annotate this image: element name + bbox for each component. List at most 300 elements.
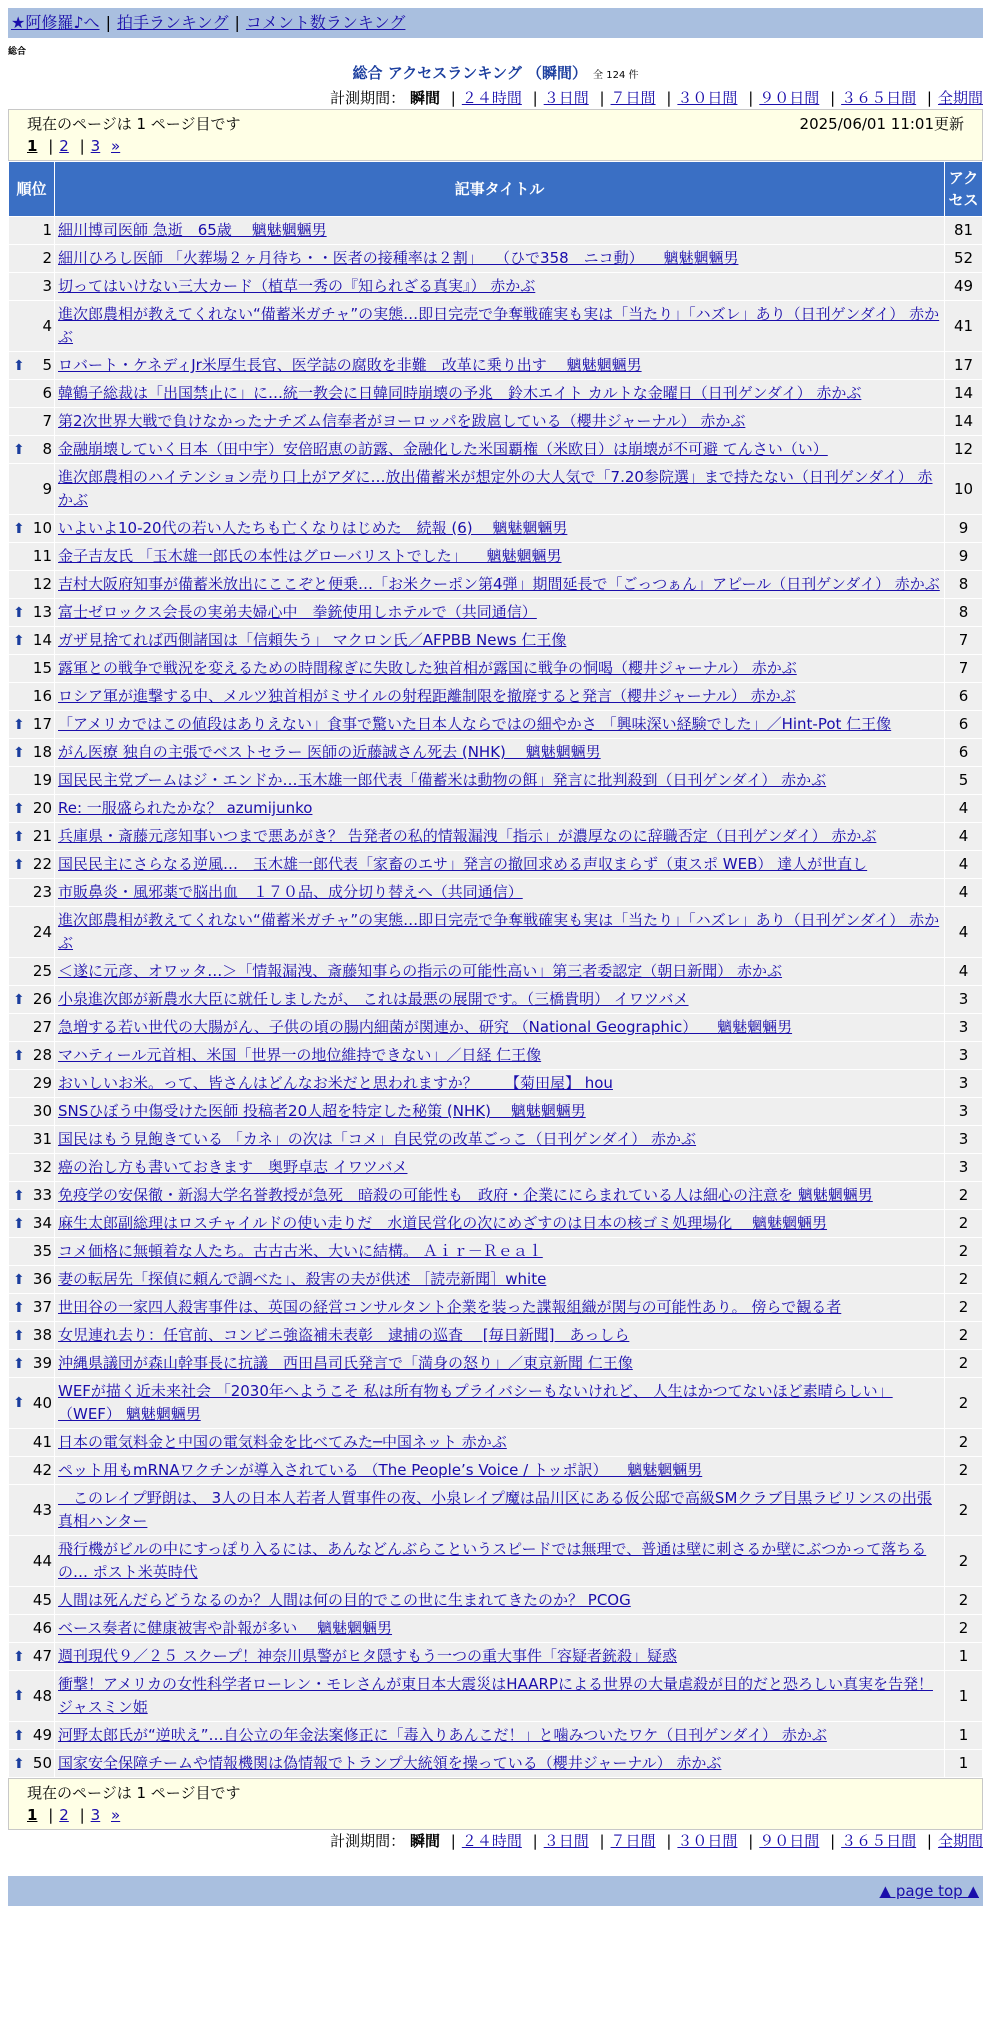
- table-row: [9, 1098, 983, 1126]
- title-cell: [55, 1322, 945, 1350]
- access-count: 2: [945, 1182, 983, 1210]
- title-cell: [55, 655, 945, 683]
- table-row: [9, 1643, 983, 1671]
- article-title-link[interactable]: 兵庫県・斎藤元彦知事いつまで悪あがき？ 告発者の私的情報漏洩「指示」が濃厚なのに辞職否定（日刊ゲンダイ） 赤かぶ: [58, 827, 877, 845]
- rank-number: 29: [32, 1074, 52, 1092]
- article-title-link[interactable]: 週刊現代９／２５ スクープ！神奈川県警がヒタ隠すもう一つの重大事件「容疑者銃殺」疑惑: [58, 1647, 678, 1665]
- rank-cell: [9, 1070, 55, 1098]
- title-cell: [55, 879, 945, 907]
- access-count: 49: [945, 273, 983, 301]
- up-arrow-icon: ⬆: [13, 1727, 25, 1744]
- table-row: [9, 627, 983, 655]
- pager-top: 現在のページは 1 ページ目です 2025/06/01 11:01更新 1 | 2 | 3 »: [8, 109, 983, 161]
- up-arrow-icon: ⬆: [13, 520, 25, 537]
- period-link-24h[interactable]: ２４時間: [461, 89, 522, 107]
- up-arrow-icon: ⬆: [13, 1355, 25, 1372]
- article-title-link[interactable]: がん医療 独自の主張でベストセラー 医師の近藤誠さん死去 (NHK) 魑魅魍魎男: [58, 743, 601, 761]
- access-count: 8: [945, 599, 983, 627]
- rank-number: 25: [32, 962, 52, 980]
- rank-cell: [9, 352, 55, 380]
- title-cell: [55, 1238, 945, 1266]
- rank-number: 19: [32, 771, 52, 789]
- access-count: 4: [945, 907, 983, 958]
- period-label: 計測期間：: [330, 89, 406, 107]
- rank-cell: [9, 1378, 55, 1429]
- article-title-link[interactable]: いよいよ10-20代の若い人たちも亡くなりはじめた 続報 (6) 魑魅魍魎男: [58, 519, 568, 537]
- table-row: [9, 543, 983, 571]
- period-link-3d[interactable]: ３日間: [543, 1832, 589, 1850]
- rank-cell: [9, 1485, 55, 1536]
- table-row: [9, 1210, 983, 1238]
- rank-number: 35: [32, 1242, 52, 1260]
- article-title-link[interactable]: 吉村大阪府知事が備蓄米放出にここぞと便乗…「お米クーポン第4弾」期間延長で「ごっつぁん」アピール（日刊ゲンダイ） 赤かぶ: [58, 575, 940, 593]
- article-title-link[interactable]: 麻生太郎副総理はロスチャイルドの使い走りだ 水道民営化の次にめざすのは日本の核ゴミ処理場化 魑魅魍魎男: [58, 1214, 828, 1232]
- rank-cell: [9, 1457, 55, 1485]
- rank-cell: [9, 436, 55, 464]
- period-link-90d[interactable]: ９０日間: [759, 89, 820, 107]
- rank-cell: [9, 851, 55, 879]
- title-cell: [55, 1615, 945, 1643]
- table-row: [9, 795, 983, 823]
- period-link-365d[interactable]: ３６５日間: [841, 1832, 917, 1850]
- title-cell: [55, 380, 945, 408]
- access-count: 1: [945, 1750, 983, 1778]
- title-cell: [55, 1182, 945, 1210]
- period-link-24h[interactable]: ２４時間: [461, 1832, 522, 1850]
- rank-number: 26: [32, 990, 52, 1008]
- page-current: 1: [27, 137, 38, 155]
- article-title-link[interactable]: 第2次世界大戦で負けなかったナチズム信奉者がヨーロッパを跋扈している（櫻井ジャーナル） 赤かぶ: [58, 412, 746, 430]
- rank-number: 33: [32, 1186, 52, 1204]
- title-cell: [55, 1350, 945, 1378]
- rank-number: 3: [42, 277, 52, 295]
- article-title-link[interactable]: 免疫学の安保徹・新潟大学名誉教授が急死 暗殺の可能性も 政府・企業ににらまれている人は細心の注意を 魑魅魍魎男: [58, 1186, 873, 1204]
- rank-cell: [9, 1350, 55, 1378]
- title-cell: [55, 1643, 945, 1671]
- rank-cell: [9, 408, 55, 436]
- page-next-link[interactable]: »: [111, 1806, 121, 1824]
- title-cell: [55, 245, 945, 273]
- access-count: 3: [945, 1126, 983, 1154]
- up-arrow-icon: ⬆: [13, 1395, 25, 1411]
- page-current: 1: [27, 1806, 38, 1824]
- article-title-link[interactable]: 河野太郎氏が“逆吠え”…自公立の年金法案修正に「毒入りあんこだ！」と噛みついたワケ（日刊ゲンダイ） 赤かぶ: [58, 1726, 827, 1744]
- article-title-link[interactable]: 細川ひろし医師 「火葬場２ヶ月待ち・・医者の接種率は２割」 （ひで358 ニコ動） 魑魅魍魎男: [58, 249, 739, 267]
- rank-number: 36: [32, 1270, 52, 1288]
- page-status: 現在のページは 1 ページ目です: [27, 115, 241, 133]
- table-row: [9, 1485, 983, 1536]
- article-title-link[interactable]: 衝撃！アメリカの女性科学者ローレン・モレさんが東日本大震災はHAARPによる世界の大量虐殺が目的だと恐ろしい真実を告発！ ジャスミン姫: [58, 1675, 933, 1716]
- article-title-link[interactable]: 国民はもう見飽きている 「カネ」の次は「コメ」自民党の改革ごっこ（日刊ゲンダイ） 赤かぶ: [58, 1130, 697, 1148]
- table-row: [9, 515, 983, 543]
- title-cell: [55, 1070, 945, 1098]
- period-link-90d[interactable]: ９０日間: [759, 1832, 820, 1850]
- article-title-link[interactable]: Re: 一服盛られたかな？ azumijunko: [58, 799, 313, 817]
- title-cell: [55, 986, 945, 1014]
- title-cell: [55, 1126, 945, 1154]
- rank-number: 17: [32, 715, 52, 733]
- title-cell: [55, 464, 945, 515]
- article-title-link[interactable]: 切ってはいけない三大カード（植草一秀の『知られざる真実』） 赤かぶ: [58, 277, 536, 295]
- rank-cell: [9, 245, 55, 273]
- title-cell: [55, 515, 945, 543]
- title-cell: [55, 683, 945, 711]
- table-row: [9, 301, 983, 352]
- rank-number: 4: [42, 316, 52, 335]
- article-title-link[interactable]: ロシア軍が進撃する中、メルツ独首相がミサイルの射程距離制限を撤廃すると発言（櫻井ジャーナル） 赤かぶ: [58, 687, 796, 705]
- table-row: [9, 436, 983, 464]
- article-title-link[interactable]: 露軍との戦争で戦況を変えるための時間稼ぎに失敗した独首相が露国に戦争の恫喝（櫻井ジャーナル） 赤かぶ: [58, 659, 797, 677]
- page-link-2[interactable]: 2: [59, 1806, 69, 1824]
- article-title-link[interactable]: 人間は死んだらどうなるのか？人間は何の目的でこの世に生まれてきたのか？ PCOG: [58, 1591, 631, 1609]
- rank-cell: [9, 571, 55, 599]
- table-row: [9, 739, 983, 767]
- title-cell: [55, 571, 945, 599]
- title-cell: [55, 958, 945, 986]
- article-title-link[interactable]: 世田谷の一家四人殺害事件は、英国の経営コンサルタント企業を装った諜報組織が関与の可能性あり。 傍らで観る者: [58, 1298, 842, 1316]
- table-row: [9, 1294, 983, 1322]
- up-arrow-icon: ⬆: [13, 1271, 25, 1288]
- access-count: 2: [945, 1485, 983, 1536]
- up-arrow-icon: ⬆: [13, 1755, 25, 1772]
- access-count: 1: [945, 1722, 983, 1750]
- rank-cell: [9, 907, 55, 958]
- rank-number: 46: [32, 1619, 52, 1637]
- rank-cell: [9, 1750, 55, 1778]
- article-title-link[interactable]: 女児連れ去り：任官前、コンビニ強盗補未表彰 逮捕の巡査 [毎日新聞] あっしら: [58, 1326, 630, 1344]
- access-count: 3: [945, 1014, 983, 1042]
- rank-number: 18: [32, 743, 52, 761]
- title-cell: [55, 217, 945, 245]
- title-cell: [55, 273, 945, 301]
- page-link-2[interactable]: 2: [59, 137, 69, 155]
- title-cell: [55, 436, 945, 464]
- table-row: [9, 1266, 983, 1294]
- access-count: 4: [945, 851, 983, 879]
- access-count: 3: [945, 986, 983, 1014]
- article-title-link[interactable]: 妻の転居先「探偵に頼んで調べた」、殺害の夫が供述 ［読売新聞］white: [58, 1270, 547, 1288]
- pager-bottom: 現在のページは 1 ページ目です 1 | 2 | 3 »: [8, 1778, 983, 1830]
- nav-link-applause-ranking[interactable]: 拍手ランキング: [116, 13, 229, 32]
- rank-number: 50: [32, 1754, 52, 1772]
- table-row: [9, 217, 983, 245]
- up-arrow-icon: ⬆: [13, 1688, 25, 1704]
- access-count: 52: [945, 245, 983, 273]
- up-arrow-icon: ⬆: [13, 1215, 25, 1232]
- rank-number: 2: [42, 249, 52, 267]
- page-top-link[interactable]: ▲ page top ▲: [879, 1882, 979, 1900]
- article-title-link[interactable]: 進次郎農相が教えてくれない“備蓄米ガチャ”の実態…即日完売で争奪戦確実も実は「当たり」「ハズレ」あり（日刊ゲンダイ） 赤かぶ: [58, 911, 940, 952]
- rank-cell: [9, 1154, 55, 1182]
- up-arrow-icon: ⬆: [13, 744, 25, 761]
- access-count: 14: [945, 408, 983, 436]
- article-title-link[interactable]: 金融崩壊していく日本（田中宇）安倍昭恵の訪露、金融化した米国覇権（米欧日）は崩壊が不可避 てんさい（い）: [58, 440, 828, 458]
- article-title-link[interactable]: SNSひぼう中傷受けた医師 投稿者20人超を特定した秘策 (NHK) 魑魅魍魎男: [58, 1102, 586, 1120]
- rank-cell: [9, 1126, 55, 1154]
- period-current: 瞬間: [409, 1832, 440, 1850]
- access-count: 6: [945, 739, 983, 767]
- table-row: [9, 1378, 983, 1429]
- title-cell: [55, 823, 945, 851]
- table-row: [9, 1182, 983, 1210]
- title-cell: [55, 1722, 945, 1750]
- title-cell: [55, 543, 945, 571]
- table-row: [9, 352, 983, 380]
- period-link-3d[interactable]: ３日間: [543, 89, 589, 107]
- title-cell: [55, 767, 945, 795]
- access-count: 2: [945, 1294, 983, 1322]
- period-selector-bottom: 計測期間： 瞬間 | ２４時間 | ３日間 | ７日間 | ３０日間 | ９０日間 | ３６５日間 | 全期間: [330, 1832, 983, 1850]
- up-arrow-icon: ⬆: [13, 991, 25, 1008]
- article-title-link[interactable]: 富士ゼロックス会長の実弟夫婦心中 拳銃使用しホテルで（共同通信）: [58, 603, 537, 621]
- rank-cell: [9, 739, 55, 767]
- rank-number: 38: [32, 1326, 52, 1344]
- up-arrow-icon: ⬆: [13, 1327, 25, 1344]
- title-cell: [55, 1210, 945, 1238]
- title-cell: [55, 1750, 945, 1778]
- rank-cell: [9, 1322, 55, 1350]
- rank-number: 9: [42, 479, 52, 498]
- title-cell: [55, 795, 945, 823]
- table-row: [9, 711, 983, 739]
- rank-number: 39: [32, 1354, 52, 1372]
- article-title-link[interactable]: 韓鶴子総裁は「出国禁止に」に…統一教会に日韓同時崩壊の予兆 鈴木エイト カルトな金曜日（日刊ゲンダイ） 赤かぶ: [58, 384, 862, 402]
- rank-number: 15: [32, 659, 52, 677]
- access-count: 2: [945, 1378, 983, 1429]
- article-title-link[interactable]: ロバート・ケネディJr米厚生長官、医学誌の腐敗を非難 改革に乗り出す 魑魅魍魎男: [58, 356, 642, 374]
- title-cell: [55, 627, 945, 655]
- rank-cell: [9, 986, 55, 1014]
- table-row: [9, 571, 983, 599]
- rank-cell: [9, 301, 55, 352]
- article-title-link[interactable]: 小泉進次郎が新農水大臣に就任しましたが、 これは最悪の展開です。（三橋貴明） イワツバメ: [58, 990, 689, 1008]
- rank-number: 13: [32, 603, 52, 621]
- title-cell: [55, 1587, 945, 1615]
- rank-number: 47: [32, 1647, 52, 1665]
- rank-number: 34: [32, 1214, 52, 1232]
- article-title-link[interactable]: 国民民主党ブームはジ・エンドか…玉木雄一郎代表「備蓄米は動物の餌」発言に批判殺到（日刊ゲンダイ） 赤かぶ: [58, 771, 827, 789]
- access-count: 3: [945, 1098, 983, 1126]
- access-count: 4: [945, 958, 983, 986]
- article-title-link[interactable]: 急増する若い世代の大腸がん、子供の頃の腸内細菌が関連か、研究 （National Geographic） 魑魅魍魎男: [58, 1018, 793, 1036]
- table-row: [9, 1536, 983, 1587]
- title-cell: [55, 907, 945, 958]
- access-count: 14: [945, 380, 983, 408]
- article-title-link[interactable]: ＜遂に元彦、オワッタ…＞「情報漏洩、斎藤知事らの指示の可能性高い」第三者委認定（朝日新聞） 赤かぶ: [58, 962, 783, 980]
- rank-number: 40: [32, 1393, 52, 1412]
- rank-cell: [9, 1014, 55, 1042]
- rank-number: 22: [32, 855, 52, 873]
- rank-number: 31: [32, 1130, 52, 1148]
- rank-number: 21: [32, 827, 52, 845]
- article-title-link[interactable]: 日本の電気料金と中国の電気料金を比べてみた─中国ネット 赤かぶ: [58, 1433, 507, 1451]
- table-row: [9, 1671, 983, 1722]
- rank-number: 14: [32, 631, 52, 649]
- table-row: [9, 1722, 983, 1750]
- article-title-link[interactable]: 金子吉友氏 「玉木雄一郎氏の本性はグローバリストでした」 魑魅魍魎男: [58, 547, 562, 565]
- page-link-3[interactable]: 3: [90, 1806, 101, 1824]
- table-row: [9, 683, 983, 711]
- column-header-access: アクセス: [945, 162, 983, 217]
- rank-number: 48: [32, 1686, 52, 1705]
- access-count: 3: [945, 1042, 983, 1070]
- article-title-link[interactable]: コメ価格に無頓着な人たち。古古古米、大いに結構。 Ａｉｒ－Ｒｅａｌ: [58, 1242, 543, 1260]
- title-cell: [55, 711, 945, 739]
- rank-cell: [9, 273, 55, 301]
- page-next-link[interactable]: »: [111, 137, 121, 155]
- rank-cell: [9, 464, 55, 515]
- access-count: 2: [945, 1266, 983, 1294]
- access-count: 12: [945, 436, 983, 464]
- article-title-link[interactable]: ベース奏者に健康被害や訃報が多い 魑魅魍魎男: [58, 1619, 393, 1637]
- rank-number: 24: [32, 922, 52, 941]
- rank-number: 32: [32, 1158, 52, 1176]
- rank-number: 10: [32, 519, 52, 537]
- period-link-30d[interactable]: ３０日間: [677, 89, 738, 107]
- article-title-link[interactable]: 進次郎農相が教えてくれない“備蓄米ガチャ”の実態…即日完売で争奪戦確実も実は「当たり」「ハズレ」あり（日刊ゲンダイ） 赤かぶ: [58, 305, 940, 346]
- title-cell: [55, 408, 945, 436]
- rank-number: 12: [32, 575, 52, 593]
- rank-cell: [9, 1238, 55, 1266]
- period-link-all[interactable]: 全期間: [937, 1832, 983, 1850]
- rank-number: 6: [42, 384, 52, 402]
- up-arrow-icon: ⬆: [13, 632, 25, 649]
- rank-number: 7: [42, 412, 52, 430]
- rank-number: 30: [32, 1102, 52, 1120]
- access-count: 2: [945, 1210, 983, 1238]
- article-title-link[interactable]: このレイプ野朗は、 3人の日本人若者人質事件の夜、小泉レイプ魔は品川区にある仮公邸で高級SMクラブ目黒ラビリンスの出張 真相ハンター: [58, 1489, 932, 1530]
- nav-separator: |: [105, 13, 111, 32]
- article-title-link[interactable]: ペット用もmRNAワクチンが導入されている （The People’s Voice / トッポ訳） 魑魅魍魎男: [58, 1461, 703, 1479]
- article-title-link[interactable]: マハティール元首相、米国「世界一の地位維持できない」／日経 仁王像: [58, 1046, 542, 1064]
- period-link-30d[interactable]: ３０日間: [677, 1832, 738, 1850]
- article-title-link[interactable]: おいしいお米。って、皆さんはどんなお米だと思われますか？ 【菊田屋】 hou: [58, 1074, 613, 1092]
- up-arrow-icon: ⬆: [13, 1299, 25, 1316]
- page-heading: [8, 62, 983, 87]
- category-tag: 総合: [8, 47, 27, 57]
- rank-number: 20: [32, 799, 52, 817]
- page-status: 現在のページは 1 ページ目です: [27, 1784, 241, 1802]
- article-title-link[interactable]: 癌の治し方も書いておきます 奥野卓志 イワツバメ: [58, 1158, 408, 1176]
- page-wrapper: [8, 8, 983, 1906]
- article-title-link[interactable]: 国家安全保障チームや情報機関は偽情報でトランプ大統領を操っている（櫻井ジャーナル） 赤かぶ: [58, 1754, 722, 1772]
- table-row: [9, 907, 983, 958]
- title-cell: [55, 301, 945, 352]
- rank-cell: [9, 380, 55, 408]
- rank-number: 23: [32, 883, 52, 901]
- access-count: 1: [945, 1643, 983, 1671]
- table-row: [9, 1042, 983, 1070]
- title-cell: [55, 1042, 945, 1070]
- table-row: [9, 1126, 983, 1154]
- access-count: 81: [945, 217, 983, 245]
- table-row: [9, 1154, 983, 1182]
- rank-cell: [9, 1587, 55, 1615]
- rank-cell: [9, 599, 55, 627]
- top-nav-bar: [8, 8, 983, 38]
- period-link-all[interactable]: 全期間: [937, 89, 983, 107]
- access-count: 5: [945, 767, 983, 795]
- rank-cell: [9, 1722, 55, 1750]
- rank-cell: [9, 1615, 55, 1643]
- rank-cell: [9, 655, 55, 683]
- table-row: [9, 823, 983, 851]
- nav-link-comment-ranking[interactable]: コメント数ランキング: [245, 13, 406, 32]
- article-title-link[interactable]: 「アメリカではこの値段はありえない」食事で驚いた日本人ならではの細やかさ 「興味深い経験でした」／Hint-Pot 仁王像: [58, 715, 892, 733]
- rank-cell: [9, 1182, 55, 1210]
- access-count: 10: [945, 464, 983, 515]
- column-header-rank: 順位: [9, 162, 55, 217]
- article-title-link[interactable]: 進次郎農相のハイテンション売り口上がアダに…放出備蓄米が想定外の大人気で「7.20参院選」まで持たない（日刊ゲンダイ） 赤かぶ: [58, 468, 933, 509]
- article-title-link[interactable]: 細川博司医師 急逝 65歳 魑魅魍魎男: [58, 221, 327, 239]
- table-row: [9, 1587, 983, 1615]
- rank-number: 11: [32, 547, 52, 565]
- rank-cell: [9, 1643, 55, 1671]
- table-row: [9, 1070, 983, 1098]
- nav-link-asyura-home[interactable]: ★阿修羅♪へ: [11, 13, 100, 32]
- title-cell: [55, 352, 945, 380]
- article-title-link[interactable]: 飛行機がビルの中にすっぽり入るには、あんなどんぶらこというスピードでは無理で、普通は壁に刺さるか壁にぶつかって落ちるの… ポスト米英時代: [58, 1540, 927, 1581]
- period-link-7d[interactable]: ７日間: [610, 1832, 656, 1850]
- access-count: 8: [945, 571, 983, 599]
- article-title-link[interactable]: 国民民主にさらなる逆風… 玉木雄一郎代表「家畜のエサ」発言の撤回求める声収まらず（東スポ WEB） 達人が世直し: [58, 855, 868, 873]
- period-selector-top: 計測期間： 瞬間 | ２４時間 | ３日間 | ７日間 | ３０日間 | ９０日間 | ３６５日間 | 全期間: [330, 89, 983, 107]
- article-title-link[interactable]: ガザ見捨てれば西側諸国は「信頼失う」 マクロン氏／AFPBB News 仁王像: [58, 631, 567, 649]
- table-row: [9, 1750, 983, 1778]
- page-link-3[interactable]: 3: [90, 137, 101, 155]
- table-row: [9, 245, 983, 273]
- rank-cell: [9, 683, 55, 711]
- access-count: 2: [945, 1322, 983, 1350]
- article-title-link[interactable]: 市販鼻炎・風邪薬で脳出血 １７０品、成分切り替えへ（共同通信）: [58, 883, 523, 901]
- period-link-7d[interactable]: ７日間: [610, 89, 656, 107]
- rank-cell: [9, 958, 55, 986]
- period-link-365d[interactable]: ３６５日間: [841, 89, 917, 107]
- rank-number: 27: [32, 1018, 52, 1036]
- access-count: 7: [945, 627, 983, 655]
- rank-cell: [9, 795, 55, 823]
- table-row: [9, 1615, 983, 1643]
- rank-number: 37: [32, 1298, 52, 1316]
- table-row: [9, 851, 983, 879]
- access-count: 4: [945, 879, 983, 907]
- rank-number: 16: [32, 687, 52, 705]
- nav-separator: |: [234, 13, 240, 32]
- table-row: [9, 599, 983, 627]
- article-title-link[interactable]: 沖縄県議団が森山幹事長に抗議 西田昌司氏発言で「満身の怒り」／東京新聞 仁王像: [58, 1354, 633, 1372]
- rank-cell: [9, 1429, 55, 1457]
- article-title-link[interactable]: WEFが描く近未来社会 「2030年へようこそ 私は所有物もプライバシーもないけれど、 人生はかつてないほど素晴らしい」 （WEF） 魑魅魍魎男: [58, 1382, 893, 1423]
- period-current: 瞬間: [409, 89, 440, 107]
- table-row: [9, 655, 983, 683]
- rank-cell: [9, 217, 55, 245]
- up-arrow-icon: ⬆: [13, 604, 25, 621]
- title-cell: [55, 1457, 945, 1485]
- rank-number: 5: [42, 356, 52, 374]
- rank-cell: [9, 823, 55, 851]
- table-row: [9, 879, 983, 907]
- title-cell: [55, 1266, 945, 1294]
- ranking-table: [8, 161, 983, 1778]
- title-cell: [55, 1154, 945, 1182]
- table-row: [9, 1457, 983, 1485]
- table-header-row: [9, 162, 983, 217]
- table-row: [9, 986, 983, 1014]
- rank-cell: [9, 627, 55, 655]
- table-row: [9, 273, 983, 301]
- rank-number: 41: [32, 1433, 52, 1451]
- up-arrow-icon: ⬆: [13, 828, 25, 845]
